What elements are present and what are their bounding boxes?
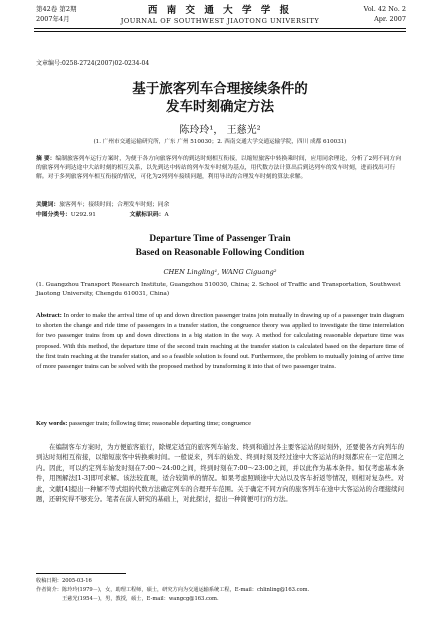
body-paragraph: 在编制客车方案时，为方便旅客旅行，除规定适宜的旅客列车始发、终到和通过各主要客运站的时刻外，还要使各方向列车的到达时刻相互衔接，以缩短旅客中转换乘时间。一般说来，列车的始发、终到时刻及经过途中大客运站的时刻都应在一定范围之内。因此，可以约定列车始发时刻在7:00～24:00之间，终到时刻在7:00～23:00之间，并以此作为基本条件。如仅考虑基本条件，用图解法[1-3]即可求解。该法较直观，适合较简单的情况。如果考虑照顾途中大站以及客车折返等情况，则相对复杂些。对此，文献[4]提出一种解不等式组的代数方法确定列车的合理开车范围。关于确定不同方向的旅客列车在途中大客运站的合理接续问题，还研究得不够充分。笔者在前人研究的基础上，对此探讨，提出一种简便可行的方法。	[36, 443, 404, 504]
abstract-en	[36, 311, 404, 372]
footnote-received: 收稿日期：2005-03-16	[36, 578, 92, 584]
header-volume: 第42卷 第2期	[36, 5, 77, 13]
classification-line	[36, 211, 404, 220]
authors-cn: 陈玲玲¹， 王慈光²	[179, 125, 261, 136]
article-number: 文章编号:0258-2724(2007)02-0234-04	[36, 60, 150, 67]
header-rule-top	[34, 28, 406, 29]
abstract-en-text: In order to make the arrival time of up and down direction passenger trains join mutually in drawing up of a passenger train diagram to shorten the change and ride time of passengers in a transfer station, the congruence theory was applied to investigate the time interrelation for two passenger trains from up and down directions in a big station in the way. A method for calculating reasonable departure time was proposed. With this method, the departure time of the second train reaching at the transfer station is calculated based on the departure time of the first train reaching at the transfer station, and so a feasible solution is found out. Furthermore, the problem to mutually joining of arrive time of more passenger trains can be solved with the proposed method by transforming it into that of two passenger trains.	[36, 312, 404, 371]
authors-en: CHEN Lingling¹, WANG Ciguang²	[163, 268, 277, 276]
footnote-author2: 王慈光(1954－)，男，教授，硕士，E-mail：wangcg@163.com.	[62, 596, 219, 602]
journal-title-cn: 西 南 交 通 大 学 学 报	[147, 5, 293, 16]
keywords-en-label: Key words:	[36, 420, 68, 427]
title-cn-line2: 发车时刻确定方法	[166, 99, 274, 115]
title-cn-line1: 基于旅客列车合理接续条件的	[132, 81, 308, 97]
header-date: 2007年4月	[36, 15, 70, 23]
abstract-cn-text: 编制旅客列车运行方案时，为便于各方向旅客列车的到达时刻相互衔接，以缩短旅客中转换乘时间，应用同余理论，分析了2列不同方向的旅客列车到达途中大站时刻的相互关系，以先到达中转站的列车发车时刻为基点，用代数方法计算出后到达列车的发车时刻，进而找出可行解。对于多列旅客列车相互衔接的情况，可化为2列列车接续问题，利用导出的合理发车时刻的算法求解。	[36, 156, 402, 180]
header-volume-en	[364, 4, 406, 24]
affiliation-cn: (1. 广州市交通运输研究所，广东 广州 510030；2. 西南交通大学交通运输学院，四川 成都 610031)	[93, 139, 347, 145]
footnote-rule	[36, 573, 126, 574]
clc-label: 中图分类号：	[36, 212, 71, 218]
abstract-cn	[36, 155, 404, 182]
footnote-author1: 作者简介：陈玲玲(1979－)，女，助理工程师，硕士，研究方向为交通运输系统工程，E-mail：chlinling@163.com.	[36, 587, 310, 593]
header-vol-no: Vol. 42 No. 2	[363, 5, 406, 13]
header-rule-bottom	[34, 31, 406, 32]
header-month-year: Apr. 2007	[374, 15, 406, 23]
doc-code: A	[164, 212, 169, 218]
abstract-en-label: Abstract:	[36, 312, 62, 319]
keywords-cn-text: 旅客列车；接续时间；合理发车时刻；同余	[59, 202, 170, 208]
doc-code-label: 文献标识码：	[129, 212, 165, 218]
abstract-cn-label: 摘 要：	[36, 156, 56, 162]
clc-code: U292.91	[70, 212, 96, 218]
title-en-line2: Based on Reasonable Following Condition	[135, 248, 305, 258]
journal-title-en: JOURNAL OF SOUTHWEST JIAOTONG UNIVERSITY	[120, 17, 320, 25]
keywords-cn	[36, 201, 404, 210]
keywords-en	[36, 420, 404, 427]
keywords-en-text: passenger train; following time; reasonable departing time; congruence	[69, 420, 251, 427]
affiliation-en: (1. Guangzhou Transport Research Institute, Guangzhou 510030, China; 2. School of Traffic and Transportation, Southwest Jiaotong University, Chengdu 610031, China)	[36, 282, 401, 297]
keywords-cn-label: 关键词：	[36, 202, 60, 208]
title-en-line1: Departure Time of Passenger Train	[149, 234, 291, 244]
